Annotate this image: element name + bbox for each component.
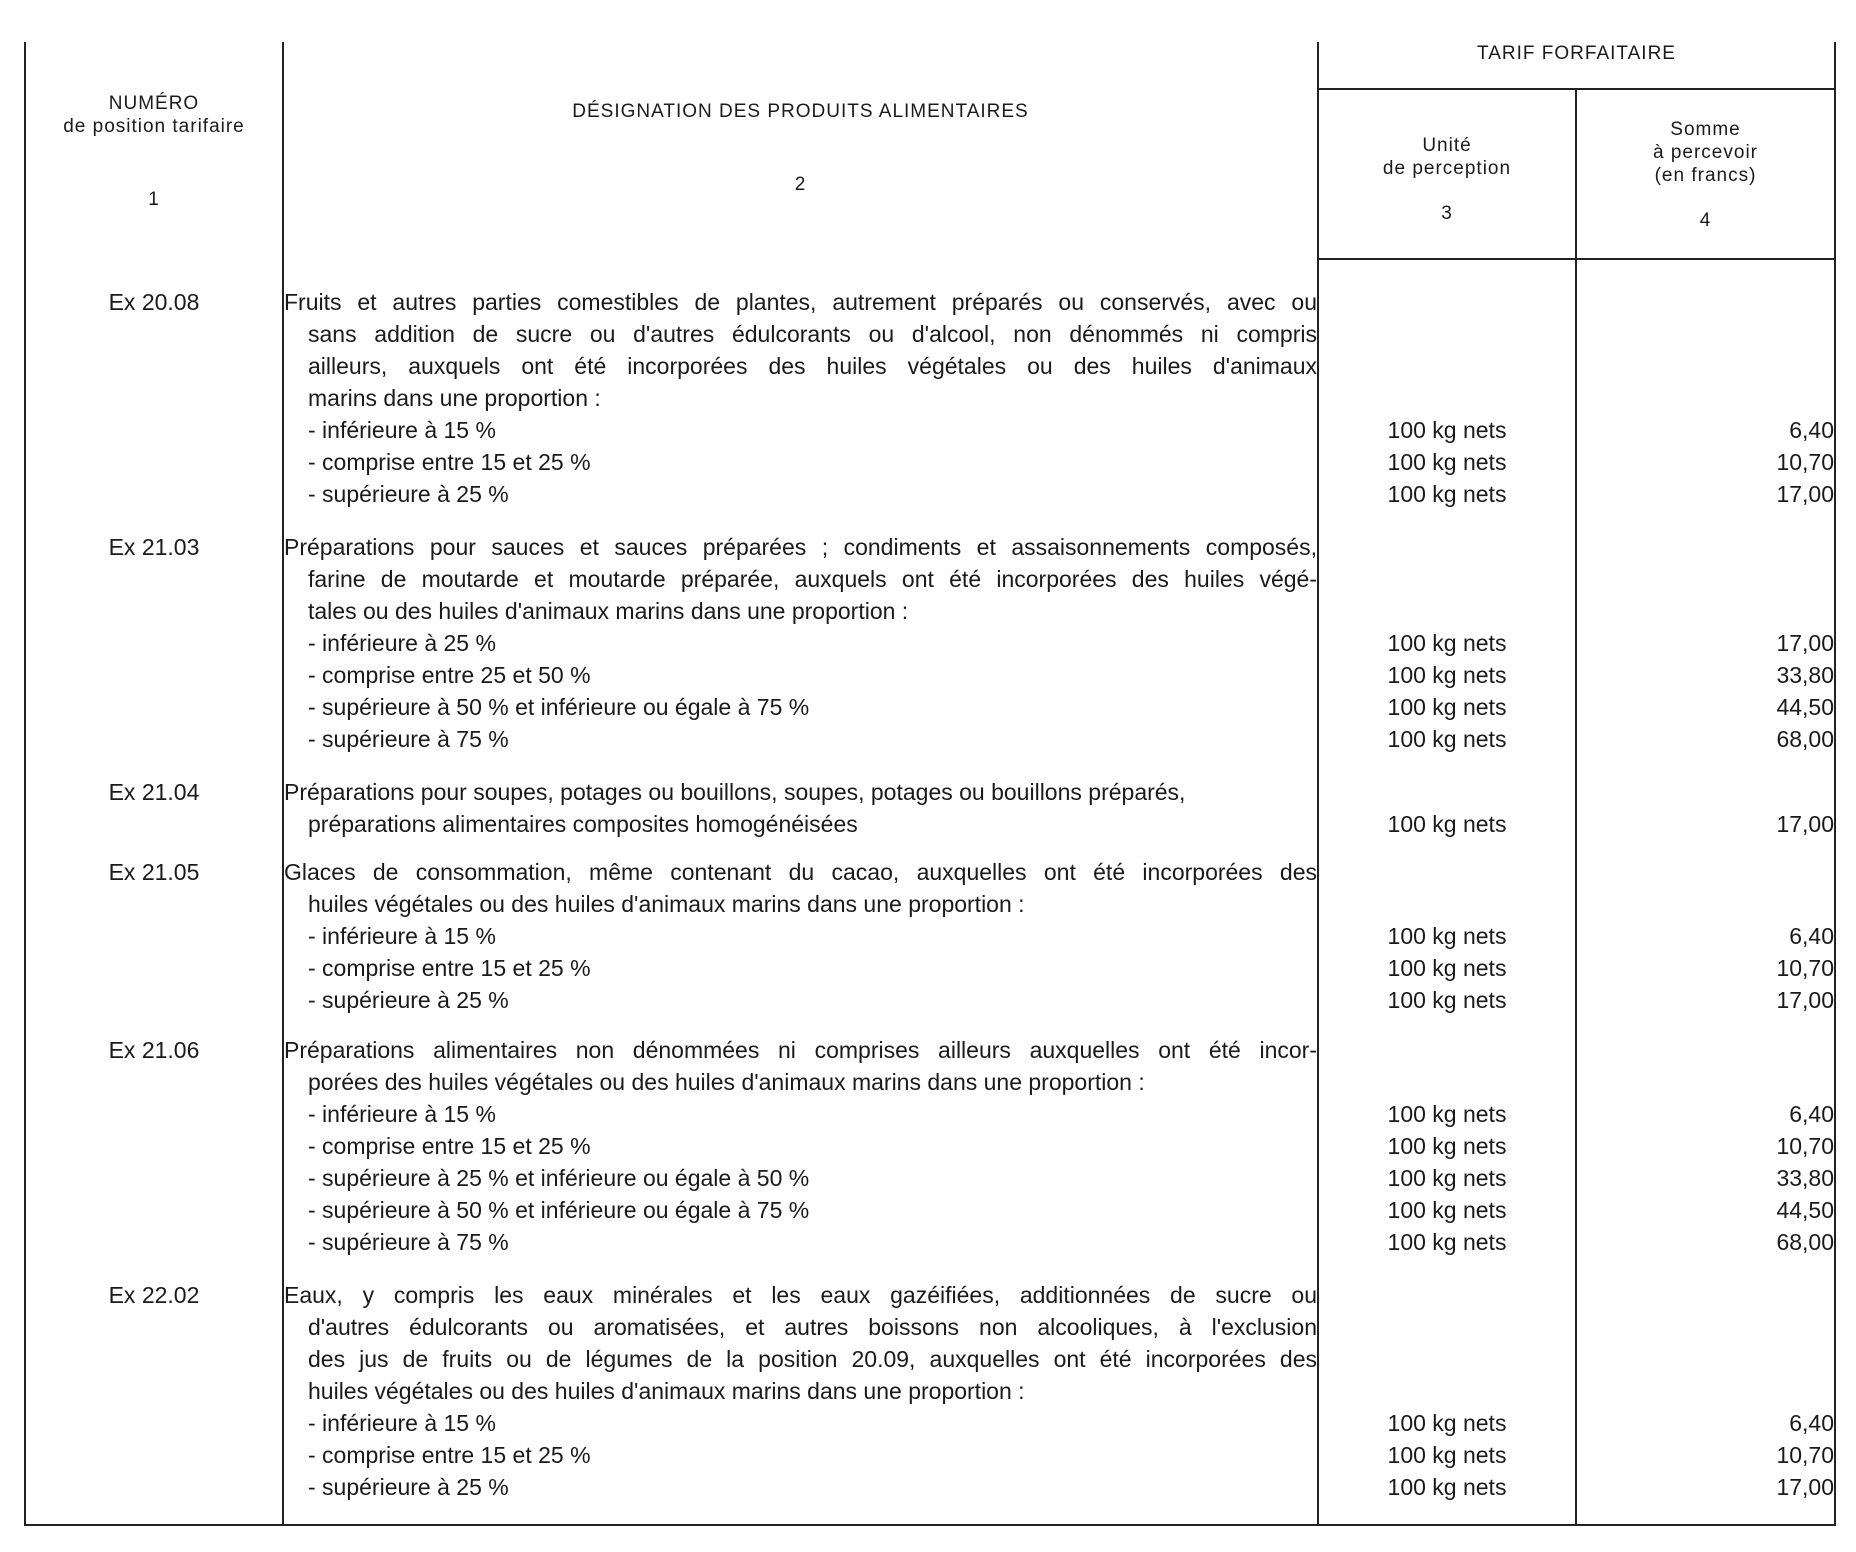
- proportion-label: - supérieure à 25 % et inférieure ou égale à 50 %: [308, 1165, 810, 1192]
- amount-value: 10,70: [1776, 954, 1835, 981]
- collection-unit-value: 100 kg nets: [1387, 1474, 1507, 1501]
- spacer-cell: [1318, 1020, 1576, 1034]
- proportion-label: préparations alimentaires composites homogénéisées: [308, 810, 858, 837]
- designation-intro-line: huiles végétales ou des huiles d'animaux marins dans une proportion :: [308, 890, 1025, 917]
- spacer-cell: [283, 762, 1318, 776]
- tariff-position-cell: [25, 531, 283, 762]
- proportion-label: - supérieure à 50 % et inférieure ou égale à 75 %: [308, 1197, 810, 1224]
- blank-line: [1577, 286, 1834, 318]
- proportion-item: [284, 1439, 1317, 1471]
- spacer-cell: [1576, 259, 1835, 286]
- designation-cell: [283, 1279, 1318, 1510]
- tariff-position-cell: [25, 776, 283, 842]
- tariff-position-code: Ex 20.08: [108, 289, 200, 315]
- proportion-label: - comprise entre 25 et 50 %: [308, 661, 591, 688]
- collection-unit-value: 100 kg nets: [1387, 1442, 1507, 1469]
- proportion-item: [284, 414, 1317, 446]
- proportion-label: - inférieure à 15 %: [308, 922, 496, 949]
- amount-value: 6,40: [1789, 417, 1835, 443]
- blank-line: [1577, 1066, 1834, 1098]
- amount-cell: [1576, 776, 1835, 842]
- amount-value: 6,40: [1789, 1410, 1835, 1437]
- spacer-cell: [1576, 1020, 1835, 1034]
- amount-value: 10,70: [1776, 1442, 1835, 1469]
- table-row: [25, 776, 1835, 842]
- collection-unit-value: 100 kg nets: [1387, 693, 1507, 720]
- spacer-cell: [25, 1020, 283, 1034]
- proportion-label: - inférieure à 15 %: [308, 417, 496, 443]
- amount-cell: [1576, 1279, 1835, 1510]
- collection-unit-value: 100 kg nets: [1387, 629, 1507, 656]
- blank-line: [1577, 1034, 1834, 1066]
- header-product-designation: [283, 42, 1318, 259]
- designation-intro-line: huiles végétales ou des huiles d'animaux marins dans une proportion :: [308, 1378, 1025, 1405]
- amount-value: 44,50: [1776, 693, 1835, 720]
- proportion-item: [284, 984, 1317, 1016]
- tariff-position-code: Ex 21.05: [108, 858, 200, 885]
- header-col1-label: NUMÉRO: [108, 93, 200, 114]
- header-tariff-position: [25, 42, 283, 259]
- spacer-cell: [283, 1265, 1318, 1279]
- designation-intro-line: des jus de fruits ou de légumes de la position 20.09, auxquelles ont été incorporées des: [308, 1346, 1317, 1373]
- spacer-cell: [1576, 517, 1835, 531]
- collection-unit-value: 100 kg nets: [1387, 417, 1507, 443]
- header-col1-sublabel: de position tarifaire: [63, 116, 245, 137]
- spacer-cell: [283, 842, 1318, 856]
- blank-line: [1577, 318, 1834, 350]
- blank-line: [1319, 318, 1575, 350]
- spacer-cell: [1576, 1265, 1835, 1279]
- header-col-number-1: 1: [148, 189, 160, 210]
- collection-unit-value: 100 kg nets: [1387, 661, 1507, 688]
- blank-line: [1319, 1066, 1575, 1098]
- header-col2-label: DÉSIGNATION DES PRODUITS ALIMENTAIRES: [572, 101, 1029, 122]
- header-col4-label-l3: (en francs): [1654, 165, 1757, 186]
- designation-intro-line: porées des huiles végétales ou des huiles d'animaux marins dans une proportion :: [308, 1069, 1145, 1096]
- collection-unit-cell: [1318, 1034, 1576, 1265]
- amount-value: 17,00: [1776, 810, 1835, 837]
- tariff-position-code: Ex 21.03: [108, 533, 200, 560]
- amount-value: 6,40: [1789, 1101, 1835, 1128]
- proportion-label: - supérieure à 50 % et inférieure ou égale à 75 %: [308, 693, 810, 720]
- designation-cell: [283, 1034, 1318, 1265]
- spacer-cell: [25, 762, 283, 776]
- spacer-cell: [283, 517, 1318, 531]
- blank-line: [1319, 350, 1575, 382]
- spacer-cell: [25, 1265, 283, 1279]
- blank-line: [1319, 1034, 1575, 1066]
- header-collection-unit: [1318, 89, 1576, 259]
- proportion-label: - inférieure à 15 %: [308, 1410, 496, 1437]
- collection-unit-cell: [1318, 1279, 1576, 1510]
- proportion-item: [284, 952, 1317, 984]
- blank-line: [1577, 382, 1834, 414]
- header-amount-to-collect: [1576, 89, 1835, 259]
- proportion-label: - supérieure à 25 %: [308, 986, 509, 1013]
- blank-line: [1319, 595, 1575, 627]
- table-body: [25, 259, 1835, 1525]
- collection-unit-value: 100 kg nets: [1387, 1101, 1507, 1128]
- proportion-label: - comprise entre 15 et 25 %: [308, 1133, 591, 1160]
- spacer-cell: [283, 1020, 1318, 1034]
- collection-unit-cell: [1318, 286, 1576, 517]
- proportion-item: [284, 1471, 1317, 1503]
- blank-line: [1577, 1343, 1834, 1375]
- proportion-item: [284, 1130, 1317, 1162]
- proportion-item: [284, 1194, 1317, 1226]
- spacer-cell: [1318, 1524, 1576, 1525]
- collection-unit-value: 100 kg nets: [1387, 725, 1507, 752]
- spacer-cell: [25, 1510, 283, 1524]
- collection-unit-value: 100 kg nets: [1387, 1197, 1507, 1224]
- amount-cell: [1576, 1034, 1835, 1265]
- blank-line: [1319, 1343, 1575, 1375]
- designation-intro-line: tales ou des huiles d'animaux marins dans une proportion :: [308, 597, 909, 624]
- blank-line: [1319, 888, 1575, 920]
- designation-intro-line: marins dans une proportion :: [308, 385, 601, 411]
- spacer-cell: [283, 1510, 1318, 1524]
- proportion-item: [284, 659, 1317, 691]
- amount-value: 17,00: [1776, 986, 1835, 1013]
- tariff-position-cell: [25, 856, 283, 1021]
- table-row: [25, 286, 1835, 517]
- collection-unit-cell: [1318, 531, 1576, 762]
- spacer-cell: [1576, 1510, 1835, 1524]
- blank-line: [1577, 1375, 1834, 1407]
- blank-line: [1577, 888, 1834, 920]
- proportion-label: - inférieure à 15 %: [308, 1101, 496, 1128]
- blank-line: [1577, 1311, 1834, 1343]
- designation-cell: [283, 776, 1318, 842]
- amount-cell: [1576, 856, 1835, 1021]
- spacer-cell: [1318, 259, 1576, 286]
- spacer-cell: [1318, 517, 1576, 531]
- proportion-label: - supérieure à 25 %: [308, 481, 509, 507]
- spacer-cell: [1576, 1524, 1835, 1525]
- tariff-position-cell: [25, 1279, 283, 1510]
- designation-intro-line: Fruits et autres parties comestibles de plantes, autrement préparés ou conservés, avec ou: [284, 289, 1317, 315]
- header-col3-label-l1: Unité: [1422, 135, 1472, 156]
- blank-line: [1577, 531, 1834, 563]
- designation-intro-line: farine de moutarde et moutarde préparée, auxquels ont été incorporées des huiles végé-: [308, 565, 1317, 592]
- proportion-item: [284, 1407, 1317, 1439]
- blank-line: [1319, 531, 1575, 563]
- designation-intro-line: sans addition de sucre ou d'autres édulcorants ou d'alcool, non dénommés ni compris: [308, 321, 1317, 347]
- blank-line: [1319, 1311, 1575, 1343]
- tariff-position-cell: [25, 1034, 283, 1265]
- table-row: [25, 1279, 1835, 1510]
- table-header: [25, 42, 1835, 259]
- blank-line: [1577, 563, 1834, 595]
- collection-unit-value: 100 kg nets: [1387, 810, 1507, 837]
- designation-cell: [283, 286, 1318, 517]
- tariff-position-code: Ex 21.04: [108, 778, 200, 805]
- blank-line: [1319, 563, 1575, 595]
- blank-line: [1577, 776, 1834, 808]
- proportion-item: [284, 808, 1317, 840]
- collection-unit-value: 100 kg nets: [1387, 1165, 1507, 1192]
- collection-unit-cell: [1318, 856, 1576, 1021]
- spacer-cell: [1318, 1265, 1576, 1279]
- proportion-item: [284, 478, 1317, 510]
- spacer-cell: [283, 1524, 1318, 1525]
- amount-value: 17,00: [1776, 629, 1835, 656]
- amount-value: 68,00: [1776, 725, 1835, 752]
- blank-line: [1319, 1375, 1575, 1407]
- collection-unit-value: 100 kg nets: [1387, 1133, 1507, 1160]
- collection-unit-cell: [1318, 776, 1576, 842]
- amount-cell: [1576, 286, 1835, 517]
- proportion-item: [284, 1098, 1317, 1130]
- amount-value: 33,80: [1776, 1165, 1835, 1192]
- blank-line: [1577, 350, 1834, 382]
- proportion-item: [284, 691, 1317, 723]
- table-row: [25, 856, 1835, 1021]
- amount-value: 10,70: [1776, 449, 1835, 475]
- proportion-label: - comprise entre 15 et 25 %: [308, 954, 591, 981]
- spacer-cell: [1318, 762, 1576, 776]
- amount-value: 6,40: [1789, 922, 1835, 949]
- proportion-item: [284, 723, 1317, 755]
- amount-value: 44,50: [1776, 1197, 1835, 1224]
- designation-cell: [283, 531, 1318, 762]
- amount-value: 17,00: [1776, 481, 1835, 507]
- designation-intro-line: Préparations pour sauces et sauces préparées ; condiments et assaisonnements composés,: [284, 533, 1317, 560]
- proportion-label: - supérieure à 75 %: [308, 725, 509, 752]
- blank-line: [1319, 382, 1575, 414]
- table-row: [25, 1034, 1835, 1265]
- proportion-label: - inférieure à 25 %: [308, 629, 496, 656]
- spacer-cell: [25, 842, 283, 856]
- amount-value: 33,80: [1776, 661, 1835, 688]
- spacer-cell: [283, 259, 1318, 286]
- header-col-number-3: 3: [1441, 203, 1453, 224]
- proportion-item: [284, 1162, 1317, 1194]
- blank-line: [1319, 286, 1575, 318]
- proportion-item: [284, 1226, 1317, 1258]
- blank-line: [1319, 1279, 1575, 1311]
- blank-line: [1319, 856, 1575, 888]
- tariff-position-code: Ex 22.02: [108, 1282, 200, 1309]
- amount-value: 10,70: [1776, 1133, 1835, 1160]
- collection-unit-value: 100 kg nets: [1387, 922, 1507, 949]
- designation-intro-line: Glaces de consommation, même contenant du cacao, auxquelles ont été incorporées des: [284, 858, 1317, 885]
- collection-unit-value: 100 kg nets: [1387, 986, 1507, 1013]
- spacer-cell: [25, 517, 283, 531]
- designation-intro-line: Préparations pour soupes, potages ou bouillons, soupes, potages ou bouillons préparés,: [284, 778, 1186, 805]
- tariff-position-cell: [25, 286, 283, 517]
- spacer-cell: [25, 259, 283, 286]
- blank-line: [1577, 856, 1834, 888]
- table-row: [25, 531, 1835, 762]
- proportion-item: [284, 446, 1317, 478]
- spacer-cell: [1576, 762, 1835, 776]
- header-col4-label-l2: à percevoir: [1653, 142, 1758, 163]
- proportion-label: - comprise entre 15 et 25 %: [308, 449, 591, 475]
- collection-unit-value: 100 kg nets: [1387, 954, 1507, 981]
- header-col3-label-l2: de perception: [1382, 158, 1512, 179]
- proportion-label: - supérieure à 75 %: [308, 1229, 509, 1256]
- amount-value: 68,00: [1776, 1229, 1835, 1256]
- header-col-number-4: 4: [1699, 210, 1712, 231]
- collection-unit-value: 100 kg nets: [1387, 1410, 1507, 1437]
- collection-unit-value: 100 kg nets: [1387, 1229, 1507, 1256]
- proportion-label: - supérieure à 25 %: [308, 1474, 509, 1501]
- spacer-cell: [25, 1524, 283, 1525]
- tariff-table: [24, 42, 1836, 1526]
- amount-value: 17,00: [1776, 1474, 1835, 1501]
- designation-intro-line: Eaux, y compris les eaux minérales et les eaux gazéifiées, additionnées de sucre ou: [284, 1282, 1317, 1309]
- tariff-position-code: Ex 21.06: [108, 1037, 200, 1064]
- proportion-item: [284, 627, 1317, 659]
- designation-intro-line: d'autres édulcorants ou aromatisées, et autres boissons non alcooliques, à l'exclusion: [308, 1314, 1317, 1341]
- spacer-cell: [1576, 842, 1835, 856]
- collection-unit-value: 100 kg nets: [1387, 481, 1507, 507]
- blank-line: [1577, 1279, 1834, 1311]
- blank-line: [1319, 776, 1575, 808]
- amount-cell: [1576, 531, 1835, 762]
- spacer-cell: [1318, 842, 1576, 856]
- header-col-number-2: 2: [794, 174, 807, 195]
- header-col4-label-l1: Somme: [1670, 119, 1741, 140]
- header-flat-rate-tariff: TARIF FORFAITAIRE: [1318, 42, 1835, 89]
- proportion-item: [284, 920, 1317, 952]
- designation-intro-line: Préparations alimentaires non dénommées ni comprises ailleurs auxquelles ont été incor-: [284, 1037, 1317, 1064]
- designation-intro-line: ailleurs, auxquels ont été incorporées des huiles végétales ou des huiles d'animaux: [308, 353, 1317, 379]
- proportion-label: - comprise entre 15 et 25 %: [308, 1442, 591, 1469]
- designation-cell: [283, 856, 1318, 1021]
- collection-unit-value: 100 kg nets: [1387, 449, 1507, 475]
- spacer-cell: [1318, 1510, 1576, 1524]
- blank-line: [1577, 595, 1834, 627]
